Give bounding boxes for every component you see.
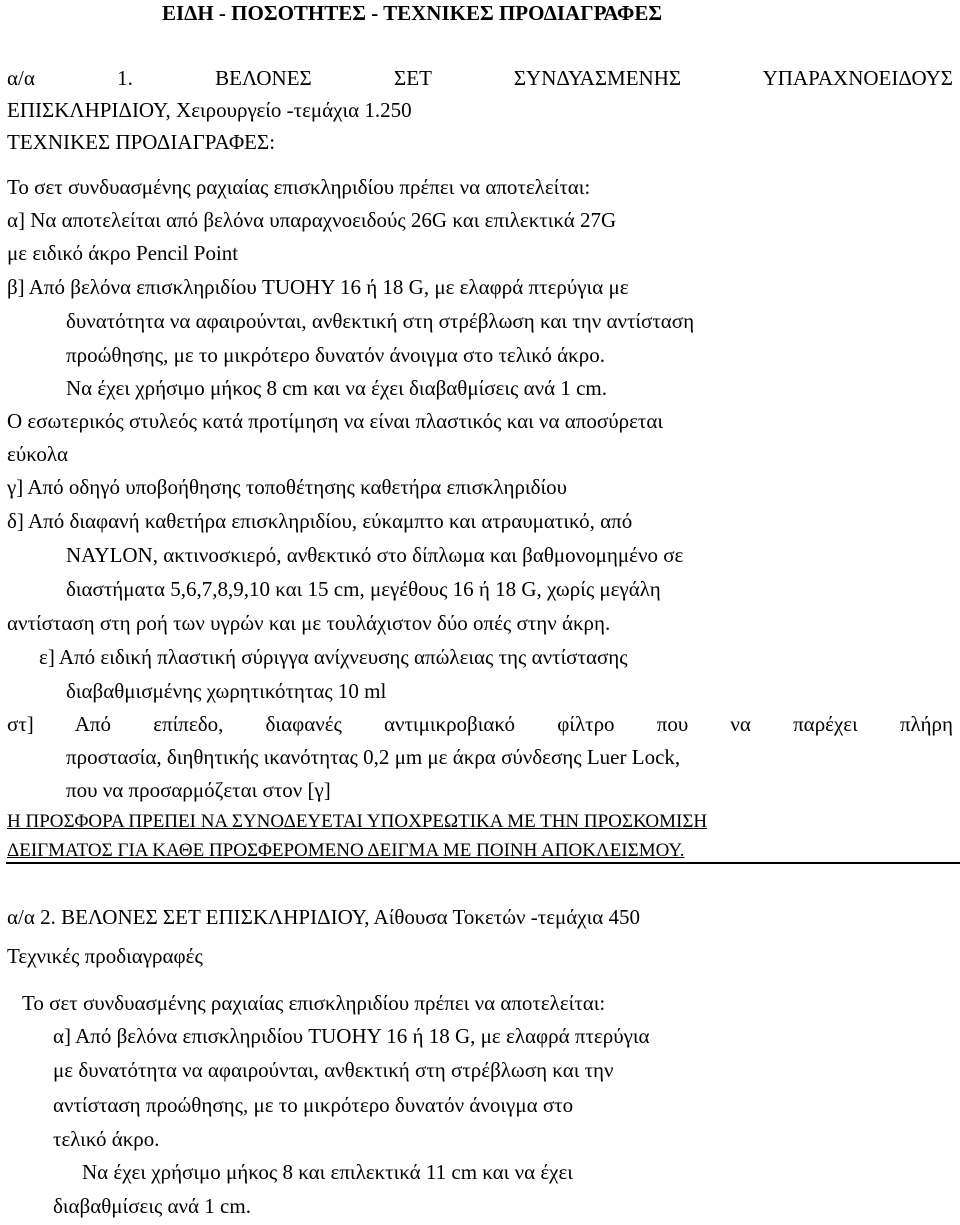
item2-heading: α/α 2. ΒΕΛΟΝΕΣ ΣΕΤ ΕΠΙΣΚΛΗΡΙΔΙΟΥ, Αίθουσα Τοκετών -τεμάχια 450 (7, 905, 641, 929)
item1-d-line1: δ] Από διαφανή καθετήρα επισκληριδίου, εύκαμπτο και ατραυματικό, από (7, 509, 633, 533)
item1-b-line1: β] Από βελόνα επισκληριδίου TUOHY 16 ή 18 G, με ελαφρά πτερύγια με (7, 275, 629, 299)
item1-d-line2: NAYLON, ακτινοσκιερό, ανθεκτικό στο δίπλωμα και βαθμονομημένο σε (66, 543, 684, 567)
item2-intro: Το σετ συνδυασμένης ραχιαίας επισκληριδίου πρέπει να αποτελείται: (22, 991, 606, 1015)
item1-b-line2: δυνατότητα να αφαιρούνται, ανθεκτική στη στρέβλωση και την αντίσταση (66, 309, 695, 333)
item1-notice-line2: ΔΕΙΓΜΑΤΟΣ ΓΙΑ ΚΑΘΕ ΠΡΟΣΦΕΡΟΜΕΝΟ ΔΕΙΓΜΑ ΜΕ ΠΟΙΝΗ ΑΠΟΚΛΕΙΣΜΟΥ. (7, 840, 685, 861)
item2-a-line5: Να έχει χρήσιμο μήκος 8 και επιλεκτικά 11 cm και να έχει (82, 1160, 573, 1184)
item2-a-line6: διαβαθμίσεις ανά 1 cm. (53, 1194, 251, 1218)
item1-intro: Το σετ συνδυασμένης ραχιαίας επισκληριδίου πρέπει να αποτελείται: (7, 175, 591, 199)
item1-stylet-line1: Ο εσωτερικός στυλεός κατά προτίμηση να είναι πλαστικός και να αποσύρεται (7, 409, 663, 433)
item1-c-line1: γ] Από οδηγό υποβοήθησης τοποθέτησης καθετήρα επισκληριδίου (7, 475, 568, 499)
item1-heading-line1: α/α 1. ΒΕΛΟΝΕΣ ΣΕΤ ΣΥΝΔΥΑΣΜΕΝΗΣ ΥΠΑΡΑΧΝΟΕΙΔΟΥΣ (7, 66, 953, 90)
item1-d-line4: αντίσταση στη ροή των υγρών και με τουλάχιστον δύο οπές στην άκρη. (7, 611, 611, 635)
item1-a-line2: με ειδικό άκρο Pencil Point (7, 241, 239, 265)
item1-f-line3: που να προσαρμόζεται στον [γ] (66, 778, 331, 802)
item1-b-line4: Να έχει χρήσιμο μήκος 8 cm και να έχει διαβαθμίσεις ανά 1 cm. (66, 376, 607, 400)
item2-a-line4: τελικό άκρο. (53, 1127, 160, 1151)
item1-specs-label: ΤΕΧΝΙΚΕΣ ΠΡΟΔΙΑΓΡΑΦΕΣ: (7, 130, 276, 154)
item1-f-line1: στ] Από επίπεδο, διαφανές αντιμικροβιακό φίλτρο που να παρέχει πλήρη (7, 712, 953, 736)
item1-a-line1: α] Να αποτελείται από βελόνα υπαραχνοειδούς 26G και επιλεκτικά 27G (7, 208, 617, 232)
item1-stylet-line2: εύκολα (7, 442, 69, 466)
item1-e-line2: διαβαθμισμένης χωρητικότητας 10 ml (66, 679, 387, 703)
item2-specs-label: Τεχνικές προδιαγραφές (7, 944, 203, 968)
item1-b-line3: προώθησης, με το μικρότερο δυνατόν άνοιγμα στο τελικό άκρο. (66, 343, 605, 367)
item2-a-line2: με δυνατότητα να αφαιρούνται, ανθεκτική στη στρέβλωση και την (53, 1058, 614, 1082)
section-divider (6, 862, 960, 864)
item2-a-line1: α] Από βελόνα επισκληριδίου TUOHY 16 ή 18 G, με ελαφρά πτερύγια (53, 1024, 650, 1048)
item1-d-line3: διαστήματα 5,6,7,8,9,10 και 15 cm, μεγέθους 16 ή 18 G, χωρίς μεγάλη (66, 577, 661, 601)
item1-f-line2: προστασία, διηθητικής ικανότητας 0,2 μm με άκρα σύνδεσης Luer Lock, (66, 745, 681, 769)
item1-heading-line2: ΕΠΙΣΚΛΗΡΙΔΙΟΥ, Χειρουργείο -τεμάχια 1.250 (7, 98, 412, 122)
page-title: ΕΙΔΗ - ΠΟΣΟΤΗΤΕΣ - ΤΕΧΝΙΚΕΣ ΠΡΟΔΙΑΓΡΑΦΕΣ (162, 1, 663, 25)
item1-e-line1: ε] Από ειδική πλαστική σύριγγα ανίχνευσης απώλειας της αντίστασης (39, 645, 628, 669)
item1-notice-line1: Η ΠΡΟΣΦΟΡΑ ΠΡΕΠΕΙ ΝΑ ΣΥΝΟΔΕΥΕΤΑΙ ΥΠΟΧΡΕΩΤΙΚΑ ΜΕ ΤΗΝ ΠΡΟΣΚΟΜΙΣΗ (7, 811, 708, 832)
item2-a-line3: αντίσταση προώθησης, με το μικρότερο δυνατόν άνοιγμα στο (53, 1093, 574, 1117)
